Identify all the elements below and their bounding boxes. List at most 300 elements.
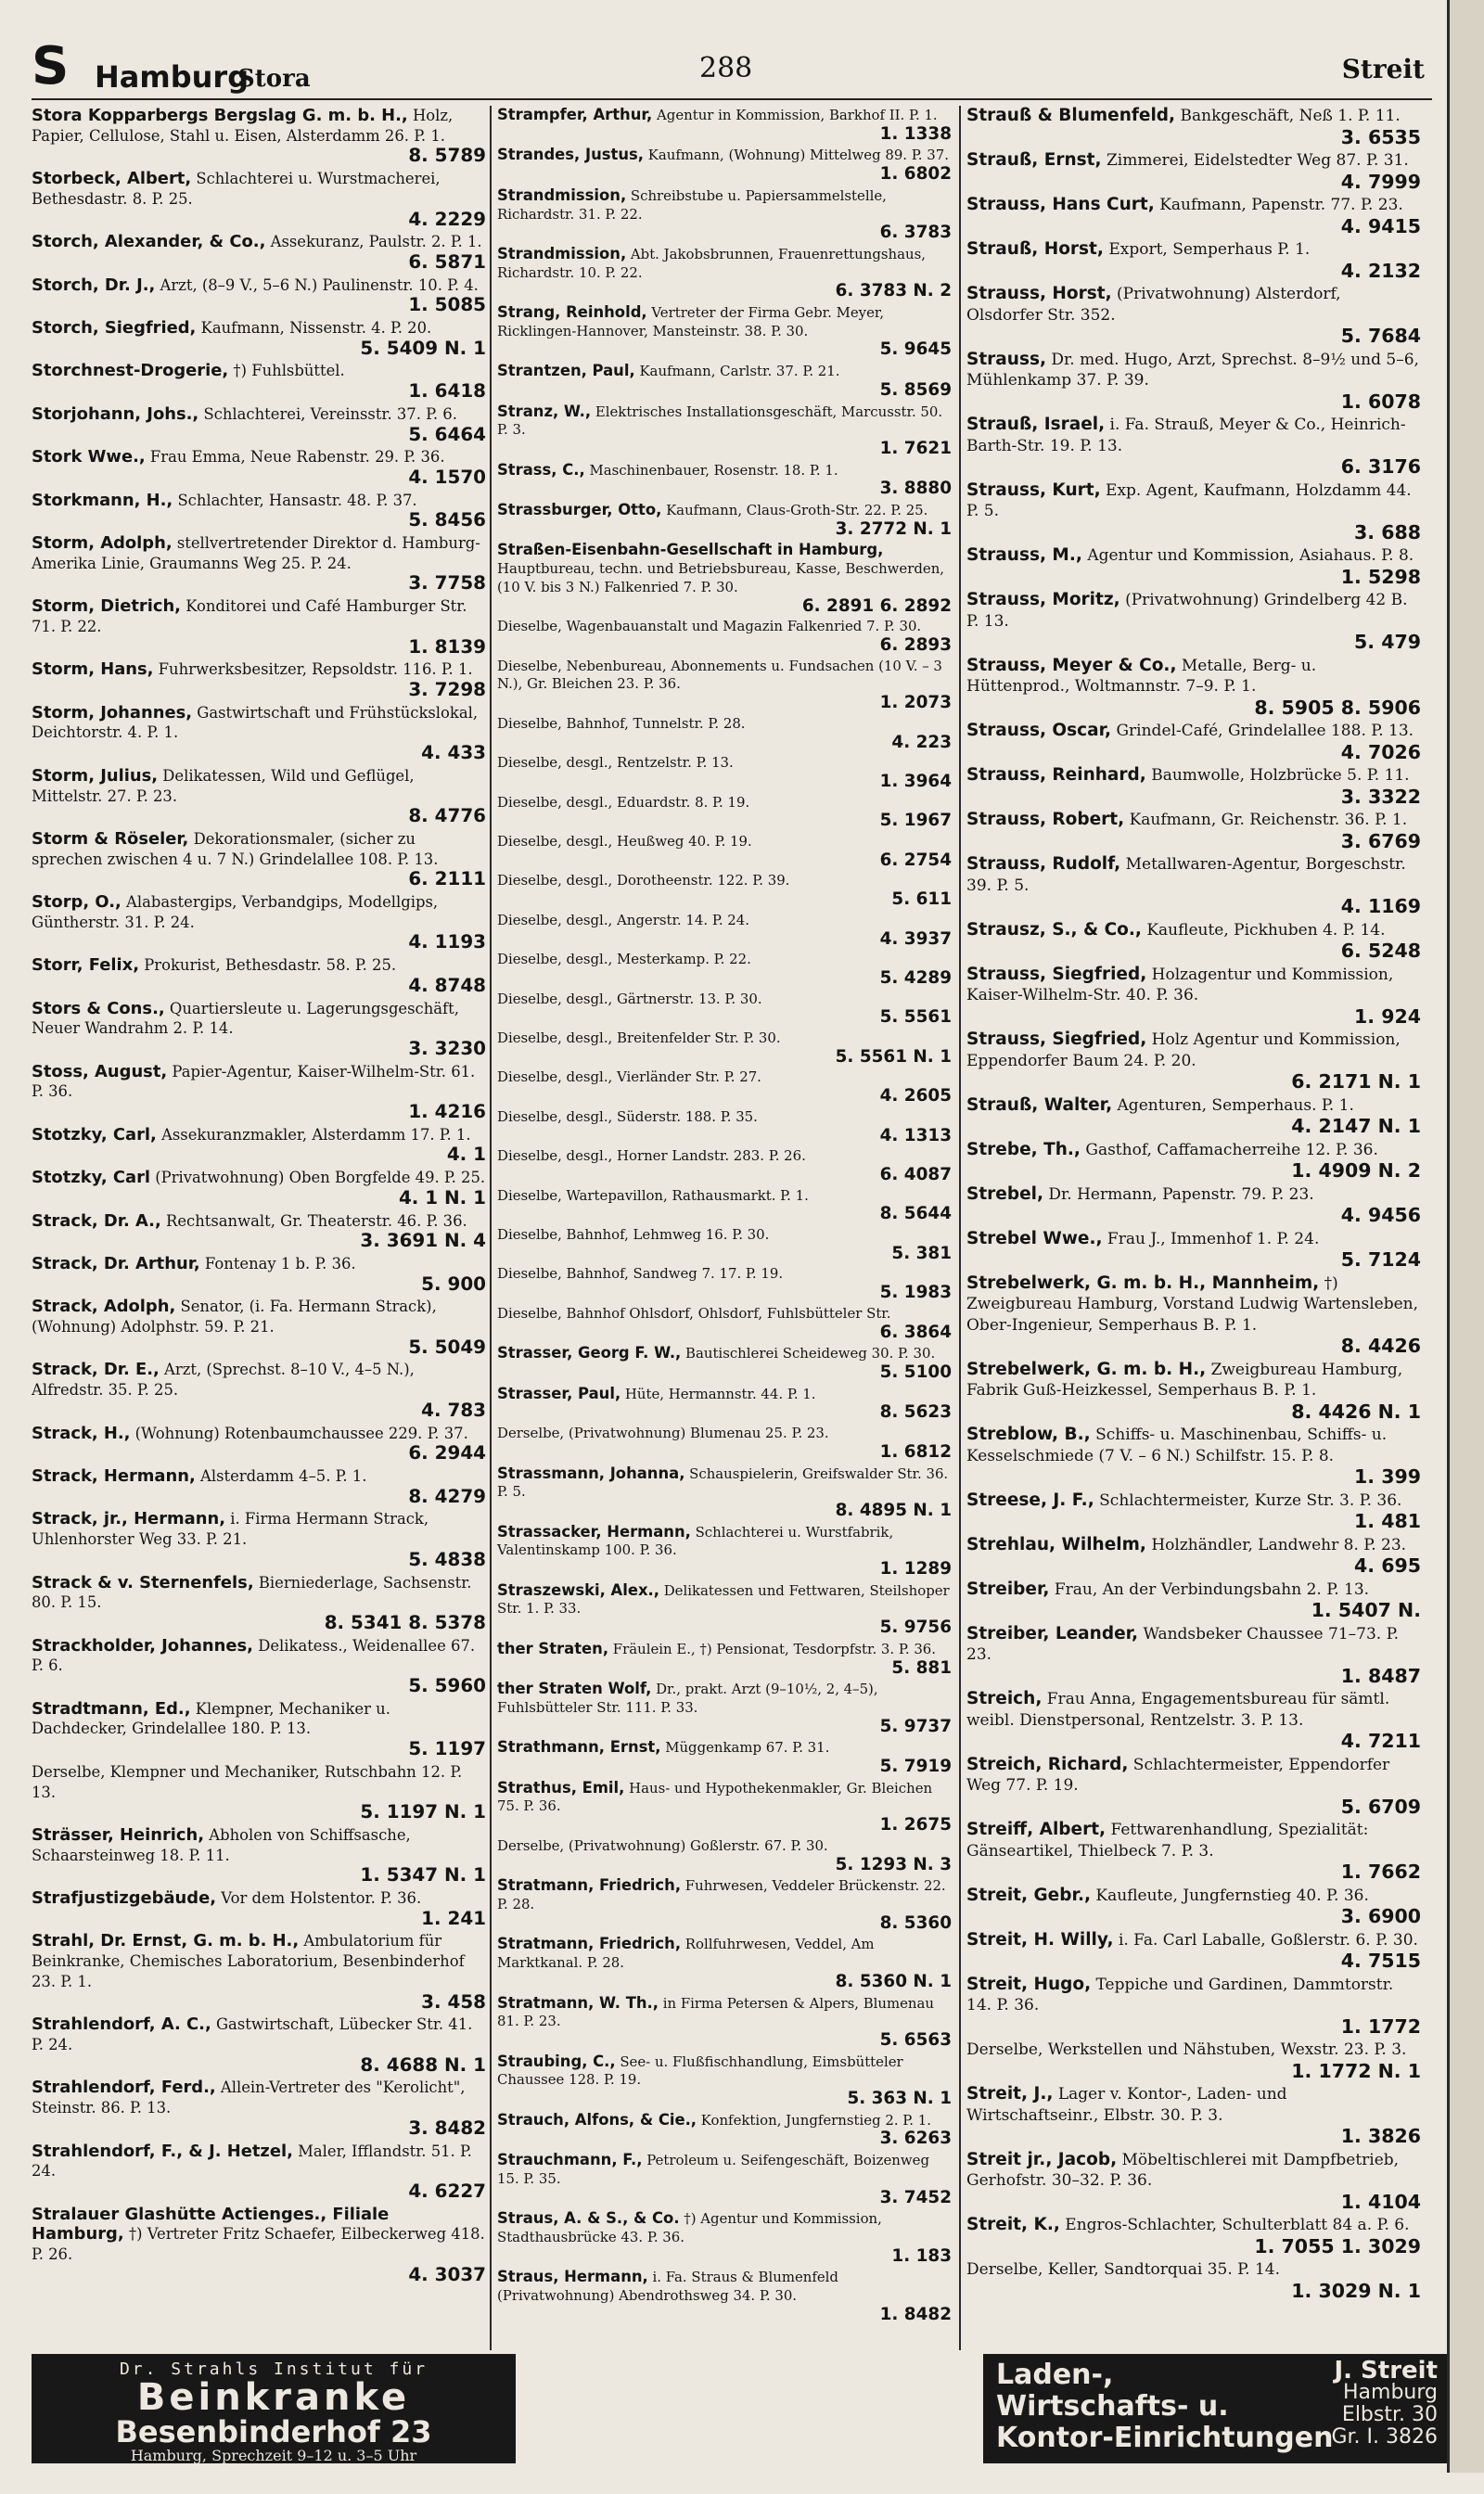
entry-details: Export, Semperhaus P. 1. <box>1108 240 1311 259</box>
entry-details: stellvertretender Direktor d. Hamburg-Amerika Linie, Graumanns Weg 25. P. 24. <box>32 534 480 572</box>
entry-name: Strauss, Reinhard, <box>966 765 1146 785</box>
entry-name: Stralauer Glashütte Actienges., Filiale Hamburg, <box>32 2204 390 2245</box>
entry-name: Stranz, W., <box>497 402 592 420</box>
directory-entry <box>966 590 1421 653</box>
entry-details: Agenturen, Semperhaus. P. 1. <box>1117 1095 1354 1115</box>
entry-details: Teppiche und Gardinen, Dammtorstr. 14. P. 36. <box>966 1975 1394 2014</box>
entry-phone: 3. 6263 <box>879 2129 952 2149</box>
directory-entry <box>497 2111 952 2148</box>
entry-details: Dieselbe, Bahnhof, Sandweg 7. 17. P. 19. <box>497 1265 784 1283</box>
entry-phone: 4. 783 <box>421 1399 486 1421</box>
entry-details: Schlachterei u. Wurstmacherei, Bethesdastr. 8. P. 25. <box>32 170 441 208</box>
entry-details: Kaufleute, Jungfernstieg 40. P. 36. <box>1095 1886 1369 1905</box>
entry-name: Strauss, Oscar, <box>966 721 1112 740</box>
directory-entry <box>497 754 952 790</box>
entry-details: Papier-Agentur, Kaiser-Wilhelm-Str. 61. P. 36. <box>32 1062 476 1101</box>
entry-phone: 1. 8487 <box>1340 1664 1421 1687</box>
directory-entry <box>32 1297 486 1357</box>
entry-name: Strandmission, <box>497 244 627 262</box>
entry-details: Quartiersleute u. Lagerungsgeschäft, Neuer Wandrahm 2. P. 14. <box>32 999 459 1038</box>
entry-details: Kaufmann, Gr. Reichenstr. 36. P. 1. <box>1129 811 1408 829</box>
entry-phone: 6. 3783 N. 2 <box>835 281 952 301</box>
directory-entry <box>32 1636 486 1696</box>
entry-details: Arzt, (Sprechst. 8–10 V., 4–5 N.), Alfredstr. 35. P. 25. <box>32 1361 415 1400</box>
entry-phone: 5. 9737 <box>879 1716 952 1736</box>
advertisement-streit <box>983 2354 1447 2463</box>
directory-entry <box>497 618 952 654</box>
entry-phone: 1. 5085 <box>408 294 486 316</box>
entry-name: Strebelwerk, G. m. b. H., Mannheim, <box>966 1273 1320 1293</box>
entry-details: Arzt, (8–9 V., 5–6 N.) Paulinenstr. 10. P. 4. <box>160 275 479 294</box>
first-entry-keyword: Stora <box>237 65 311 93</box>
entry-details: Elektrisches Installationsgeschäft, Marcusstr. 50. P. 3. <box>497 403 943 439</box>
entry-phone: 3. 8482 <box>408 2117 486 2139</box>
entry-phone: 1. 1772 <box>1340 2014 1421 2038</box>
entry-name: Strack, Dr. A., <box>32 1210 161 1231</box>
directory-entry <box>32 1762 486 1823</box>
entry-phone: 8. 4688 N. 1 <box>360 2053 486 2076</box>
entry-phone: 1. 7055 1. 3029 <box>1254 2234 1421 2257</box>
entry-details: See- u. Flußfischhandlung, Eimsbütteler Chaussee 128. P. 19. <box>497 2053 903 2089</box>
entry-phone: 8. 5360 N. 1 <box>835 1971 952 1991</box>
directory-entry <box>966 284 1421 347</box>
entry-phone: 1. 1338 <box>879 123 952 144</box>
entry-details: Holz, Papier, Cellulose, Stahl u. Eisen, Alsterdamm 26. P. 1. <box>32 107 454 145</box>
ad-line: Hamburg, Sprechzeit 9–12 u. 3–5 Uhr <box>130 2447 417 2464</box>
entry-phone: 1. 399 <box>1354 1465 1421 1488</box>
directory-entry <box>32 361 486 401</box>
entry-phone: 4. 1313 <box>879 1125 952 1145</box>
entry-phone: 1. 481 <box>1354 1510 1421 1532</box>
directory-entry <box>966 2215 1421 2257</box>
directory-entry <box>32 703 486 763</box>
entry-phone: 1. 6418 <box>408 380 486 403</box>
entry-phone: 3. 7298 <box>408 678 486 700</box>
entry-phone: 8. 4279 <box>408 1485 486 1507</box>
entry-name: Storch, Dr. J., <box>32 275 156 295</box>
entry-details: Zweigbureau Hamburg, Fabrik Guß-Heizkessel, Semperhaus B. P. 1. <box>966 1360 1403 1400</box>
ad-line: Dr. Strahls Institut für <box>119 2360 429 2379</box>
entry-phone: 5. 8569 <box>879 379 952 400</box>
directory-entry <box>497 1680 952 1735</box>
entry-phone: 3. 7452 <box>879 2187 952 2207</box>
entry-details: Schauspielerin, Greifswalder Str. 36. P. 5. <box>497 1464 949 1501</box>
entry-phone: 8. 5905 8. 5906 <box>1254 696 1421 719</box>
entry-details: Dieselbe, Wartepavillon, Rathausmarkt. P. 1. <box>497 1186 809 1204</box>
directory-entry <box>966 195 1421 237</box>
page-header <box>32 37 1432 100</box>
directory-entry <box>966 656 1421 719</box>
directory-entry <box>966 1273 1421 1357</box>
directory-entry <box>497 951 952 987</box>
directory-entry <box>32 1699 486 1759</box>
entry-details: Dekorationsmaler, (sicher zu sprechen zwischen 4 u. 7 N.) Grindelallee 108. P. 13. <box>32 829 439 868</box>
entry-details: †) Zweigbureau Hamburg, Vorstand Ludwig Wartensleben, Ober-Ingenieur, Semperhaus B. P. 1. <box>966 1273 1418 1335</box>
entry-details: i. Fa. Straus & Blumenfeld (Privatwohnung) Abendrothsweg 34. P. 30. <box>497 2269 838 2305</box>
entry-phone: 3. 3322 <box>1340 785 1421 808</box>
entry-details: Dieselbe, Bahnhof, Lehmweg 16. P. 30. <box>497 1226 770 1244</box>
entry-name: Strahlendorf, A. C., <box>32 2014 211 2035</box>
entry-phone: 4. 8748 <box>408 974 486 996</box>
ad-line: ausser Donnerstags, Sonntags nur 9–12 <box>122 2463 425 2481</box>
section-letter: S <box>32 36 70 96</box>
entry-phone: 1. 2675 <box>879 1815 952 1835</box>
directory-entry <box>966 1755 1421 1818</box>
directory-entry <box>966 1095 1421 1137</box>
directory-entry <box>497 1226 952 1262</box>
entry-details: Allein-Vertreter des "Kerolicht", Steinstr. 86. P. 13. <box>32 2078 466 2117</box>
entry-details: Fettwarenhandlung, Spezialität: Gänseartikel, Thielbeck 7. P. 3. <box>966 1821 1369 1861</box>
directory-entry <box>497 1935 952 1990</box>
entry-phone: 8. 4426 <box>1340 1335 1421 1357</box>
entry-name: Strang, Reinhold, <box>497 303 647 322</box>
entry-details: Agentur und Kommission, Asiahaus. P. 8. <box>1087 546 1414 565</box>
entry-phone: 6. 3783 <box>879 223 952 243</box>
entry-name: Straubing, C., <box>497 2052 616 2070</box>
entry-details: Vor dem Holstentor. P. 36. <box>221 1889 422 1908</box>
entry-phone: 3. 8880 <box>879 479 952 499</box>
entry-name: Strampfer, Arthur, <box>497 106 653 123</box>
entry-phone: 1. 8482 <box>879 2304 952 2324</box>
directory-entry <box>966 854 1421 917</box>
entry-name: Streich, Richard, <box>966 1754 1129 1774</box>
directory-entry <box>32 2014 486 2075</box>
entry-details: Schlachtermeister, Kurze Str. 3. P. 36. <box>1099 1490 1402 1510</box>
column-1 <box>32 106 486 2287</box>
directory-entry <box>32 1424 486 1464</box>
entry-phone: 4. 433 <box>421 742 486 764</box>
entry-phone: 5. 7684 <box>1340 325 1421 347</box>
directory-entry <box>966 106 1421 147</box>
entry-details: Dieselbe, desgl., Mesterkamp. P. 22. <box>497 951 751 968</box>
directory-entry <box>497 1265 952 1301</box>
directory-entry <box>966 350 1421 413</box>
entry-details: Derselbe, (Privatwohnung) Goßlerstr. 67. P. 30. <box>497 1836 828 1854</box>
entry-details: Dieselbe, Wagenbauanstalt und Magazin Falkenried 7. P. 30. <box>497 618 922 635</box>
entry-name: Strauss, Kurt, <box>966 480 1101 500</box>
entry-details: Hüte, Hermannstr. 44. P. 1. <box>624 1385 816 1402</box>
directory-entry <box>497 1344 952 1381</box>
entry-name: Strasser, Paul, <box>497 1384 621 1402</box>
directory-entry <box>966 1490 1421 1532</box>
directory-entry <box>966 1229 1421 1271</box>
entry-name: Strauss, Siegfried, <box>966 964 1147 984</box>
entry-name: Strebel, <box>966 1183 1043 1204</box>
entry-phone: 4. 9415 <box>1340 214 1421 237</box>
entry-name: Streit, H. Willy, <box>966 1929 1114 1950</box>
entry-phone: 4. 223 <box>891 732 952 752</box>
directory-entry <box>966 1360 1421 1423</box>
entry-phone: 1. 6802 <box>879 164 952 185</box>
directory-entry <box>32 318 486 358</box>
entry-phone: 1. 6812 <box>879 1441 952 1462</box>
entry-details: Dr. Hermann, Papenstr. 79. P. 23. <box>1048 1184 1314 1204</box>
entry-name: Streiff, Albert, <box>966 1820 1107 1839</box>
entry-details: Dr. med. Hugo, Arzt, Sprechst. 8–9½ und 5–6, Mühlenkamp 37. P. 39. <box>966 350 1419 390</box>
entry-details: Alsterdamm 4–5. P. 1. <box>200 1467 367 1485</box>
directory-entry <box>32 1466 486 1506</box>
entry-phone: 8. 5623 <box>879 1402 952 1423</box>
ad-contact <box>1331 2357 1438 2449</box>
entry-name: Storm, Johannes, <box>32 702 193 723</box>
directory-entry <box>497 794 952 830</box>
entry-details: Konfektion, Jungfernstieg 2. P. 1. <box>700 2111 931 2129</box>
entry-details: Gasthof, Caffamacherreihe 12. P. 36. <box>1085 1140 1378 1159</box>
entry-phone: 3. 6900 <box>1340 1905 1421 1927</box>
entry-details: Agentur in Kommission, Barkhof II. P. 1. <box>657 107 938 123</box>
entry-phone: 5. 5561 <box>879 1007 952 1028</box>
entry-details: Gastwirtschaft, Lübecker Str. 41. P. 24. <box>32 2015 473 2053</box>
entry-details: Fuhrwerksbesitzer, Repsoldstr. 116. P. 1. <box>158 660 473 679</box>
entry-name: Stratmann, Friedrich, <box>497 1876 682 1895</box>
ad-address: Besenbinderhof 23 <box>115 2414 432 2449</box>
entry-phone: 8. 5644 <box>879 1204 952 1224</box>
entry-name: Strauss, <box>966 349 1046 369</box>
entry-phone: 1. 241 <box>421 1907 486 1929</box>
entry-phone: 4. 2147 N. 1 <box>1291 1115 1421 1137</box>
entry-name: Streblow, B., <box>966 1425 1091 1444</box>
entry-details: Konditorei und Café Hamburger Str. 71. P. 22. <box>32 597 467 635</box>
directory-entry <box>32 955 486 995</box>
directory-entry <box>497 146 952 183</box>
ad-line: Wirtschafts- u. <box>996 2390 1229 2423</box>
entry-phone: 4. 7999 <box>1340 170 1421 193</box>
entry-details: Derselbe, (Privatwohnung) Blumenau 25. P. 23. <box>497 1425 829 1442</box>
entry-details: Schiffs- u. Maschinenbau, Schiffs- u. Kesselschmiede (7 V. – 6 N.) Schilfstr. 15. P. 8. <box>966 1426 1388 1465</box>
entry-name: Strässer, Heinrich, <box>32 1824 205 1845</box>
entry-details: Dieselbe, desgl., Rentzelstr. P. 13. <box>497 754 734 772</box>
entry-details: Wandsbeker Chaussee 71–73. P. 23. <box>966 1624 1399 1664</box>
entry-phone: 4. 1193 <box>408 931 486 953</box>
entry-details: Grindel-Café, Grindelallee 188. P. 13. <box>1116 722 1414 740</box>
entry-details: Maler, Ifflandstr. 51. P. 24. <box>32 2142 472 2181</box>
directory-entry <box>966 480 1421 544</box>
entry-phone: 6. 2893 <box>879 634 952 655</box>
entry-details: Holzhändler, Landwehr 8. P. 23. <box>1151 1535 1407 1554</box>
directory-entry <box>966 1030 1421 1093</box>
entry-details: (Privatwohnung) Alsterdorf, Olsdorfer Str. 352. <box>966 285 1341 325</box>
entry-details: Assekuranzmakler, Alsterdamm 17. P. 1. <box>161 1125 471 1144</box>
entry-details: †) Vertreter Fritz Schaefer, Eilbeckerweg 418. P. 26. <box>32 2225 485 2264</box>
entry-name: Streit, K., <box>966 2215 1060 2234</box>
directory-entry <box>32 1888 486 1928</box>
entry-details: Schlachterei, Vereinsstr. 37. P. 6. <box>203 404 457 423</box>
entry-details: Fuhrwesen, Veddeler Brückenstr. 22. P. 28. <box>497 1877 946 1912</box>
entry-details: Zimmerei, Eidelstedter Weg 87. P. 31. <box>1106 151 1409 170</box>
directory-entry <box>497 403 952 458</box>
entry-name: Streich, <box>966 1689 1043 1708</box>
entry-name: Strauss, M., <box>966 545 1082 565</box>
entry-details: (Privatwohnung) Grindelberg 42 B. P. 13. <box>966 591 1408 631</box>
entry-name: Storm & Röseler, <box>32 828 189 849</box>
entry-name: Strauss, Moritz, <box>966 590 1120 609</box>
entry-phone: 4. 2132 <box>1340 259 1421 282</box>
directory-entry <box>966 1930 1421 1972</box>
entry-phone: 1. 183 <box>891 2245 952 2266</box>
directory-entry <box>497 1738 952 1775</box>
directory-entry <box>497 1523 952 1579</box>
entry-phone: 5. 5409 N. 1 <box>360 337 486 359</box>
directory-entry <box>32 275 486 315</box>
directory-entry <box>497 1425 952 1461</box>
entry-phone: 3. 458 <box>421 1990 486 2013</box>
directory-entry <box>32 491 486 531</box>
column-3 <box>966 106 1421 2304</box>
entry-name: Stradtmann, Ed., <box>32 1698 191 1719</box>
last-entry-keyword: Streit <box>1341 54 1425 84</box>
entry-name: Strauss, Meyer & Co., <box>966 655 1177 675</box>
entry-name: Strauss, Robert, <box>966 810 1125 829</box>
entry-details: Abholen von Schiffsasche, Schaarsteinweg 18. P. 11. <box>32 1825 411 1864</box>
entry-phone: 8. 4776 <box>408 805 486 827</box>
entry-phone: 8. 5789 <box>408 145 486 167</box>
entry-phone: 6. 2111 <box>408 868 486 890</box>
column-divider <box>959 106 961 2350</box>
directory-entry <box>497 658 952 712</box>
entry-phone: 4. 1 N. 1 <box>398 1186 486 1209</box>
entry-details: Dieselbe, Bahnhof Ohlsdorf, Ohlsdorf, Fuhlsbütteler Str. <box>497 1304 891 1322</box>
entry-details: Delikatess., Weidenallee 67. P. 6. <box>32 1636 476 1675</box>
entry-phone: 5. 479 <box>1354 631 1421 653</box>
entry-name: Strandes, Justus, <box>497 146 644 164</box>
entry-details: Prokurist, Bethesdastr. 58. P. 25. <box>144 956 397 975</box>
entry-details: Baumwolle, Holzbrücke 5. P. 11. <box>1151 766 1410 785</box>
entry-name: Straus, Hermann, <box>497 2268 648 2286</box>
directory-entry <box>497 715 952 751</box>
entry-details: Frau Emma, Neue Rabenstr. 29. P. 36. <box>149 448 445 467</box>
directory-entry <box>497 1305 952 1341</box>
entry-details: Bautischlerei Scheideweg 30. P. 30. <box>685 1345 936 1362</box>
entry-name: Stoss, August, <box>32 1061 168 1081</box>
directory-entry <box>32 2142 486 2202</box>
entry-phone: 5. 7919 <box>879 1757 952 1777</box>
entry-name: Streit, Hugo, <box>966 1974 1092 1994</box>
entry-phone: 5. 1293 N. 3 <box>835 1854 952 1874</box>
entry-details: in Firma Petersen & Alpers, Blumenau 81. P. 23. <box>497 1994 934 2030</box>
entry-phone: 1. 6078 <box>1340 390 1421 413</box>
entry-phone: 3. 2772 N. 1 <box>835 518 952 539</box>
entry-phone: 4. 695 <box>1354 1554 1421 1577</box>
directory-entry <box>966 721 1421 762</box>
entry-details: Holz Agentur und Kommission, Eppendorfer Baum 24. P. 20. <box>966 1030 1401 1070</box>
directory-entry <box>32 892 486 953</box>
entry-phone: 5. 1967 <box>879 811 952 831</box>
directory-entry <box>32 404 486 444</box>
entry-name: Storjohann, Johs., <box>32 403 199 424</box>
page-number: 288 <box>699 52 753 84</box>
entry-name: Strack, jr., Hermann, <box>32 1509 225 1529</box>
entry-details: Delikatessen und Fettwaren, Steilshoper Str. 1. P. 33. <box>497 1581 950 1618</box>
entry-name: Strack, Dr. Arthur, <box>32 1253 200 1273</box>
entry-name: Streit jr., Jacob, <box>966 2149 1118 2169</box>
directory-entry <box>966 810 1421 851</box>
directory-entry <box>497 912 952 948</box>
entry-phone: 4. 2605 <box>879 1086 952 1106</box>
directory-entry <box>32 999 486 1059</box>
entry-phone: 5. 1983 <box>879 1283 952 1303</box>
entry-name: Strathmann, Ernst, <box>497 1738 661 1757</box>
column-divider <box>490 106 492 2350</box>
directory-entry <box>966 1975 1421 2038</box>
entry-details: Schlachter, Hansastr. 48. P. 37. <box>177 491 417 509</box>
entry-details: Bierniederlage, Sachsenstr. 80. P. 15. <box>32 1573 472 1612</box>
directory-entry <box>497 106 952 143</box>
entry-name: Strauchmann, F., <box>497 2151 643 2169</box>
directory-entry <box>966 2084 1421 2147</box>
entry-name: Strauss, Horst, <box>966 284 1112 303</box>
directory-entry <box>497 362 952 399</box>
entry-details: (Privatwohnung) Oben Borgfelde 49. P. 25. <box>155 1169 486 1187</box>
directory-entry <box>966 415 1421 478</box>
entry-name: Storm, Adolph, <box>32 533 173 554</box>
directory-entry <box>966 1886 1421 1927</box>
entry-phone: 3. 3691 N. 4 <box>360 1230 486 1252</box>
directory-entry <box>32 1573 486 1633</box>
entry-phone: 1. 4216 <box>408 1101 486 1123</box>
entry-details: Bankgeschäft, Neß 1. P. 11. <box>1180 107 1401 125</box>
column-2 <box>497 106 952 2326</box>
entry-phone: 1. 3029 N. 1 <box>1291 2279 1421 2302</box>
directory-entry <box>32 2205 486 2285</box>
entry-phone: 5. 1197 <box>408 1738 486 1760</box>
directory-entry <box>32 1211 486 1251</box>
entry-name: Storm, Dietrich, <box>32 596 181 617</box>
entry-phone: 6. 4087 <box>879 1164 952 1184</box>
ad-line: Kontor-Einrichtungen <box>996 2422 1334 2454</box>
entry-name: Strausz, S., & Co., <box>966 919 1142 940</box>
entry-name: Strack, Hermann, <box>32 1466 196 1486</box>
entry-details: i. Firma Hermann Strack, Uhlenhorster Weg 33. P. 21. <box>32 1510 429 1549</box>
entry-phone: 5. 611 <box>891 889 952 910</box>
entry-phone: 1. 5298 <box>1340 565 1421 588</box>
directory-entry <box>497 872 952 908</box>
directory-entry <box>32 829 486 889</box>
entry-name: Strauß, Israel, <box>966 415 1106 434</box>
entry-details: Gastwirtschaft und Frühstückslokal, Deichtorstr. 4. P. 1. <box>32 703 479 742</box>
entry-name: Strauss, Rudolf, <box>966 854 1121 874</box>
entry-name: Streiber, <box>966 1579 1050 1599</box>
entry-name: Strass, C., <box>497 460 585 479</box>
entry-phone: 3. 688 <box>1354 520 1421 544</box>
entry-details: Kaufmann, (Wohnung) Mittelweg 89. P. 37. <box>647 147 949 164</box>
entry-name: Strassacker, Hermann, <box>497 1522 691 1541</box>
ad-line: Laden-, <box>996 2359 1114 2391</box>
directory-entry <box>32 1254 486 1294</box>
entry-details: Frau Anna, Engagementsbureau für sämtl. weibl. Dienstpersonal, Rentzelstr. 3. P. 13. <box>966 1690 1390 1730</box>
directory-entry <box>966 1624 1421 1687</box>
entry-name: Strafjustizgebäude, <box>32 1888 217 1909</box>
entry-phone: 1. 4909 N. 2 <box>1291 1159 1421 1182</box>
entry-details: Rechtsanwalt, Gr. Theaterstr. 46. P. 36. <box>166 1211 467 1230</box>
entry-phone: 5. 5100 <box>879 1362 952 1382</box>
entry-details: Dieselbe, desgl., Breitenfelder Str. P. 30. <box>497 1030 781 1047</box>
entry-phone: 4. 3937 <box>879 928 952 949</box>
directory-entry <box>32 1825 486 1886</box>
entry-phone: 1. 7662 <box>1340 1861 1421 1883</box>
entry-name: Strauß, Walter, <box>966 1094 1113 1115</box>
directory-entry <box>966 1580 1421 1621</box>
entry-name: Strebe, Th., <box>966 1139 1081 1159</box>
entry-name: Streese, J. F., <box>966 1490 1094 1510</box>
entry-phone: 1. 3964 <box>879 771 952 791</box>
entry-details: Dieselbe, desgl., Gärtnerstr. 13. P. 30. <box>497 990 762 1007</box>
directory-entry <box>966 1689 1421 1752</box>
entry-phone: 1. 1772 N. 1 <box>1291 2059 1421 2082</box>
directory-entry <box>966 545 1421 587</box>
entry-name: Strassmann, Johanna, <box>497 1464 685 1482</box>
entry-name: Stora Kopparbergs Bergslag G. m. b. H., <box>32 106 408 125</box>
entry-phone: 6. 2754 <box>879 850 952 870</box>
